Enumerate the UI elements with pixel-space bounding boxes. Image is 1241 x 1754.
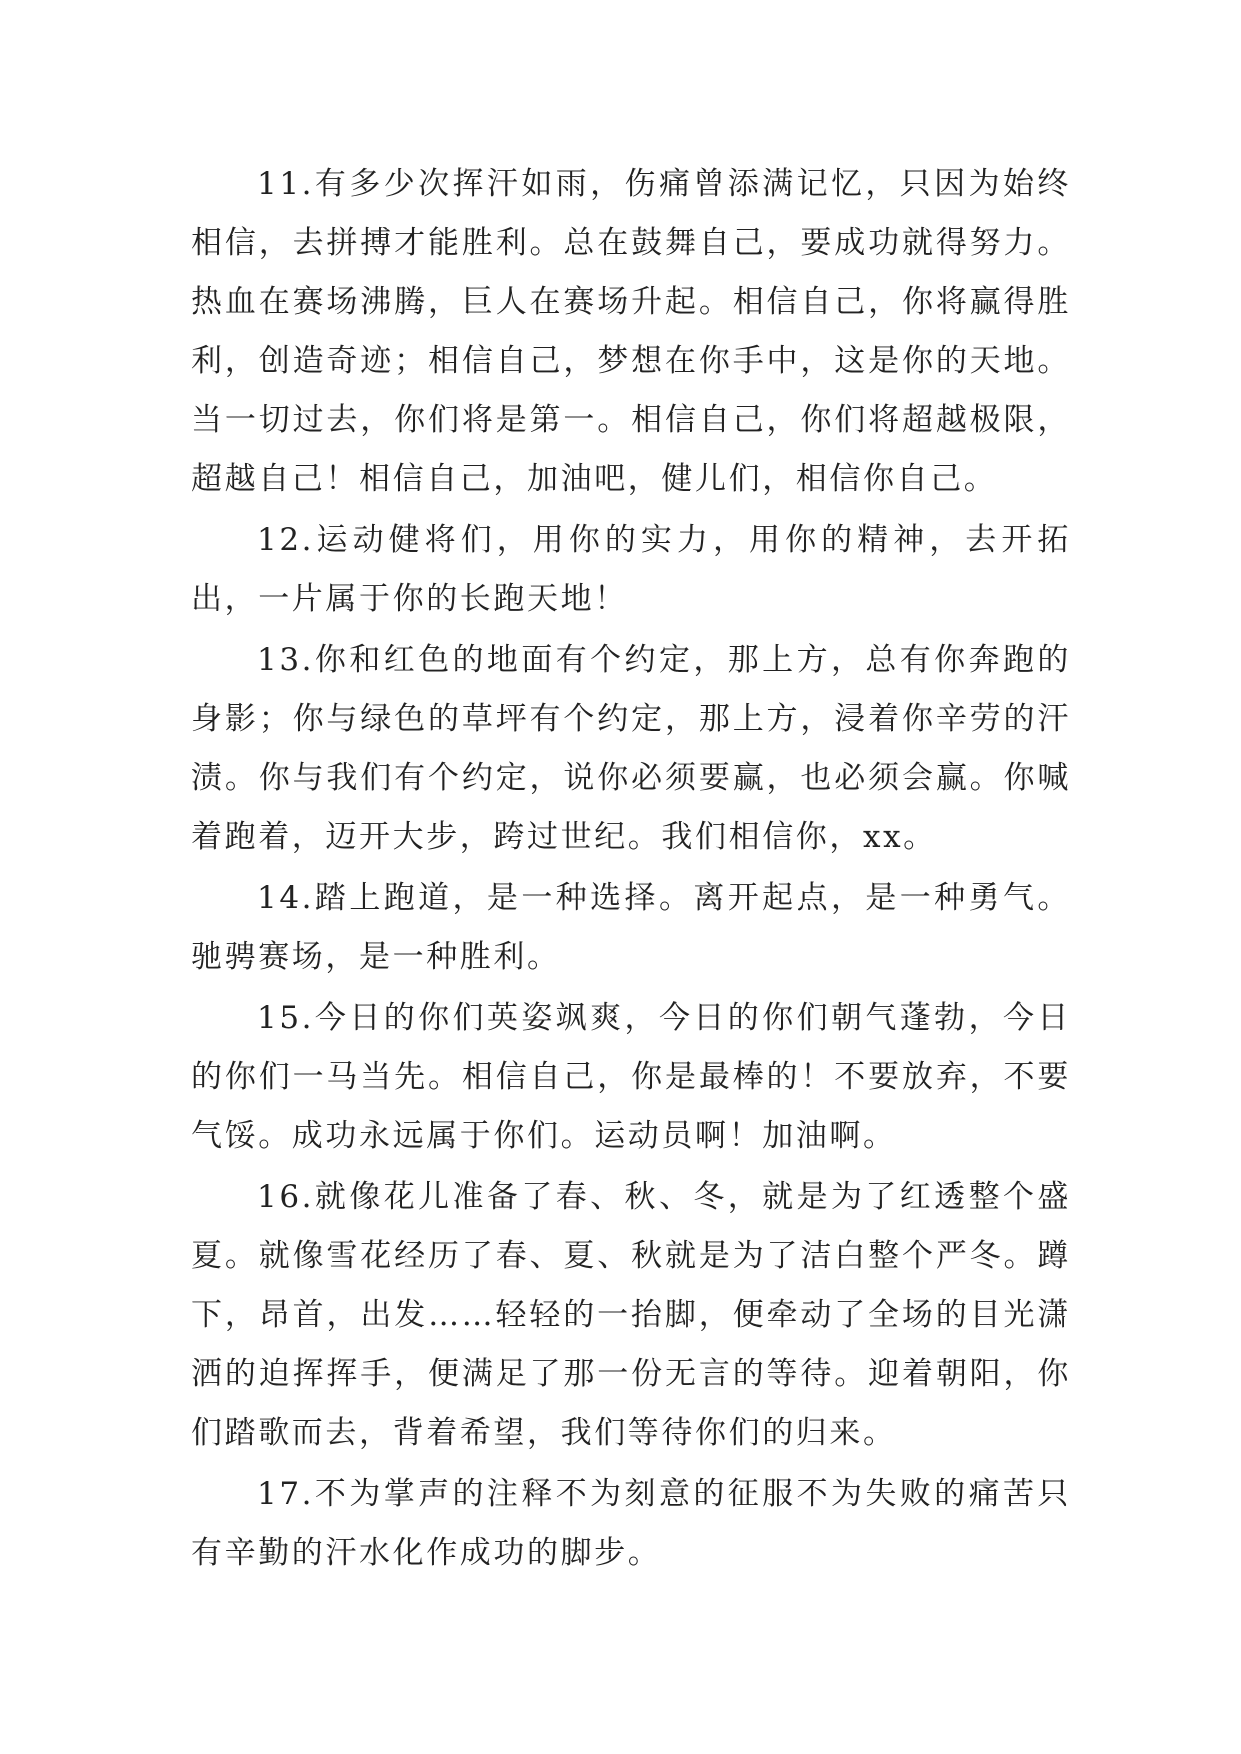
paragraph-13 xyxy=(191,631,1071,867)
paragraph-number: 15. xyxy=(257,1000,315,1036)
paragraph-text: 运动健将们，用你的实力，用你的精神，去开拓出，一片属于你的长跑天地！ xyxy=(191,522,1071,617)
paragraph-number: 16. xyxy=(257,1179,315,1215)
paragraph-17 xyxy=(191,1465,1071,1583)
paragraph-text: 不为掌声的注释不为刻意的征服不为失败的痛苦只有辛勤的汗水化作成功的脚步。 xyxy=(191,1476,1071,1571)
paragraph-text: 就像花儿准备了春、秋、冬，就是为了红透整个盛夏。就像雪花经历了春、夏、秋就是为了洁白整个严冬。蹲下，昂首，出发……轻轻的一抬脚，便牵动了全场的目光潇洒的迫挥挥手，便满足了那一份无言的等待。迎着朝阳，你们踏歌而去，背着希望，我们等待你们的归来。 xyxy=(191,1179,1071,1451)
paragraph-number: 11. xyxy=(257,166,315,202)
paragraph-14 xyxy=(191,869,1071,987)
paragraph-text: 你和红色的地面有个约定，那上方，总有你奔跑的身影；你与绿色的草坪有个约定，那上方，浸着你辛劳的汗渍。你与我们有个约定，说你必须要赢，也必须会赢。你喊着跑着，迈开大步，跨过世纪。我们相信你，xx。 xyxy=(191,642,1071,855)
paragraph-text: 今日的你们英姿飒爽，今日的你们朝气蓬勃，今日的你们一马当先。相信自己，你是最棒的！不要放弃，不要气馁。成功永远属于你们。运动员啊！加油啊。 xyxy=(191,1000,1071,1154)
paragraph-number: 13. xyxy=(257,642,315,678)
document-body xyxy=(191,155,1071,1585)
paragraph-number: 17. xyxy=(257,1476,315,1512)
paragraph-15 xyxy=(191,989,1071,1166)
paragraph-number: 14. xyxy=(257,880,315,916)
paragraph-12 xyxy=(191,511,1071,629)
paragraph-text: 有多少次挥汗如雨，伤痛曾添满记忆，只因为始终相信，去拼搏才能胜利。总在鼓舞自己，要成功就得努力。热血在赛场沸腾，巨人在赛场升起。相信自己，你将赢得胜利，创造奇迹；相信自己，梦想在你手中，这是你的天地。当一切过去，你们将是第一。相信自己，你们将超越极限，超越自己！相信自己，加油吧，健儿们，相信你自己。 xyxy=(191,166,1071,497)
paragraph-number: 12. xyxy=(257,522,315,558)
paragraph-text: 踏上跑道，是一种选择。离开起点，是一种勇气。驰骋赛场，是一种胜利。 xyxy=(191,880,1071,975)
paragraph-16 xyxy=(191,1168,1071,1463)
paragraph-11 xyxy=(191,155,1071,509)
